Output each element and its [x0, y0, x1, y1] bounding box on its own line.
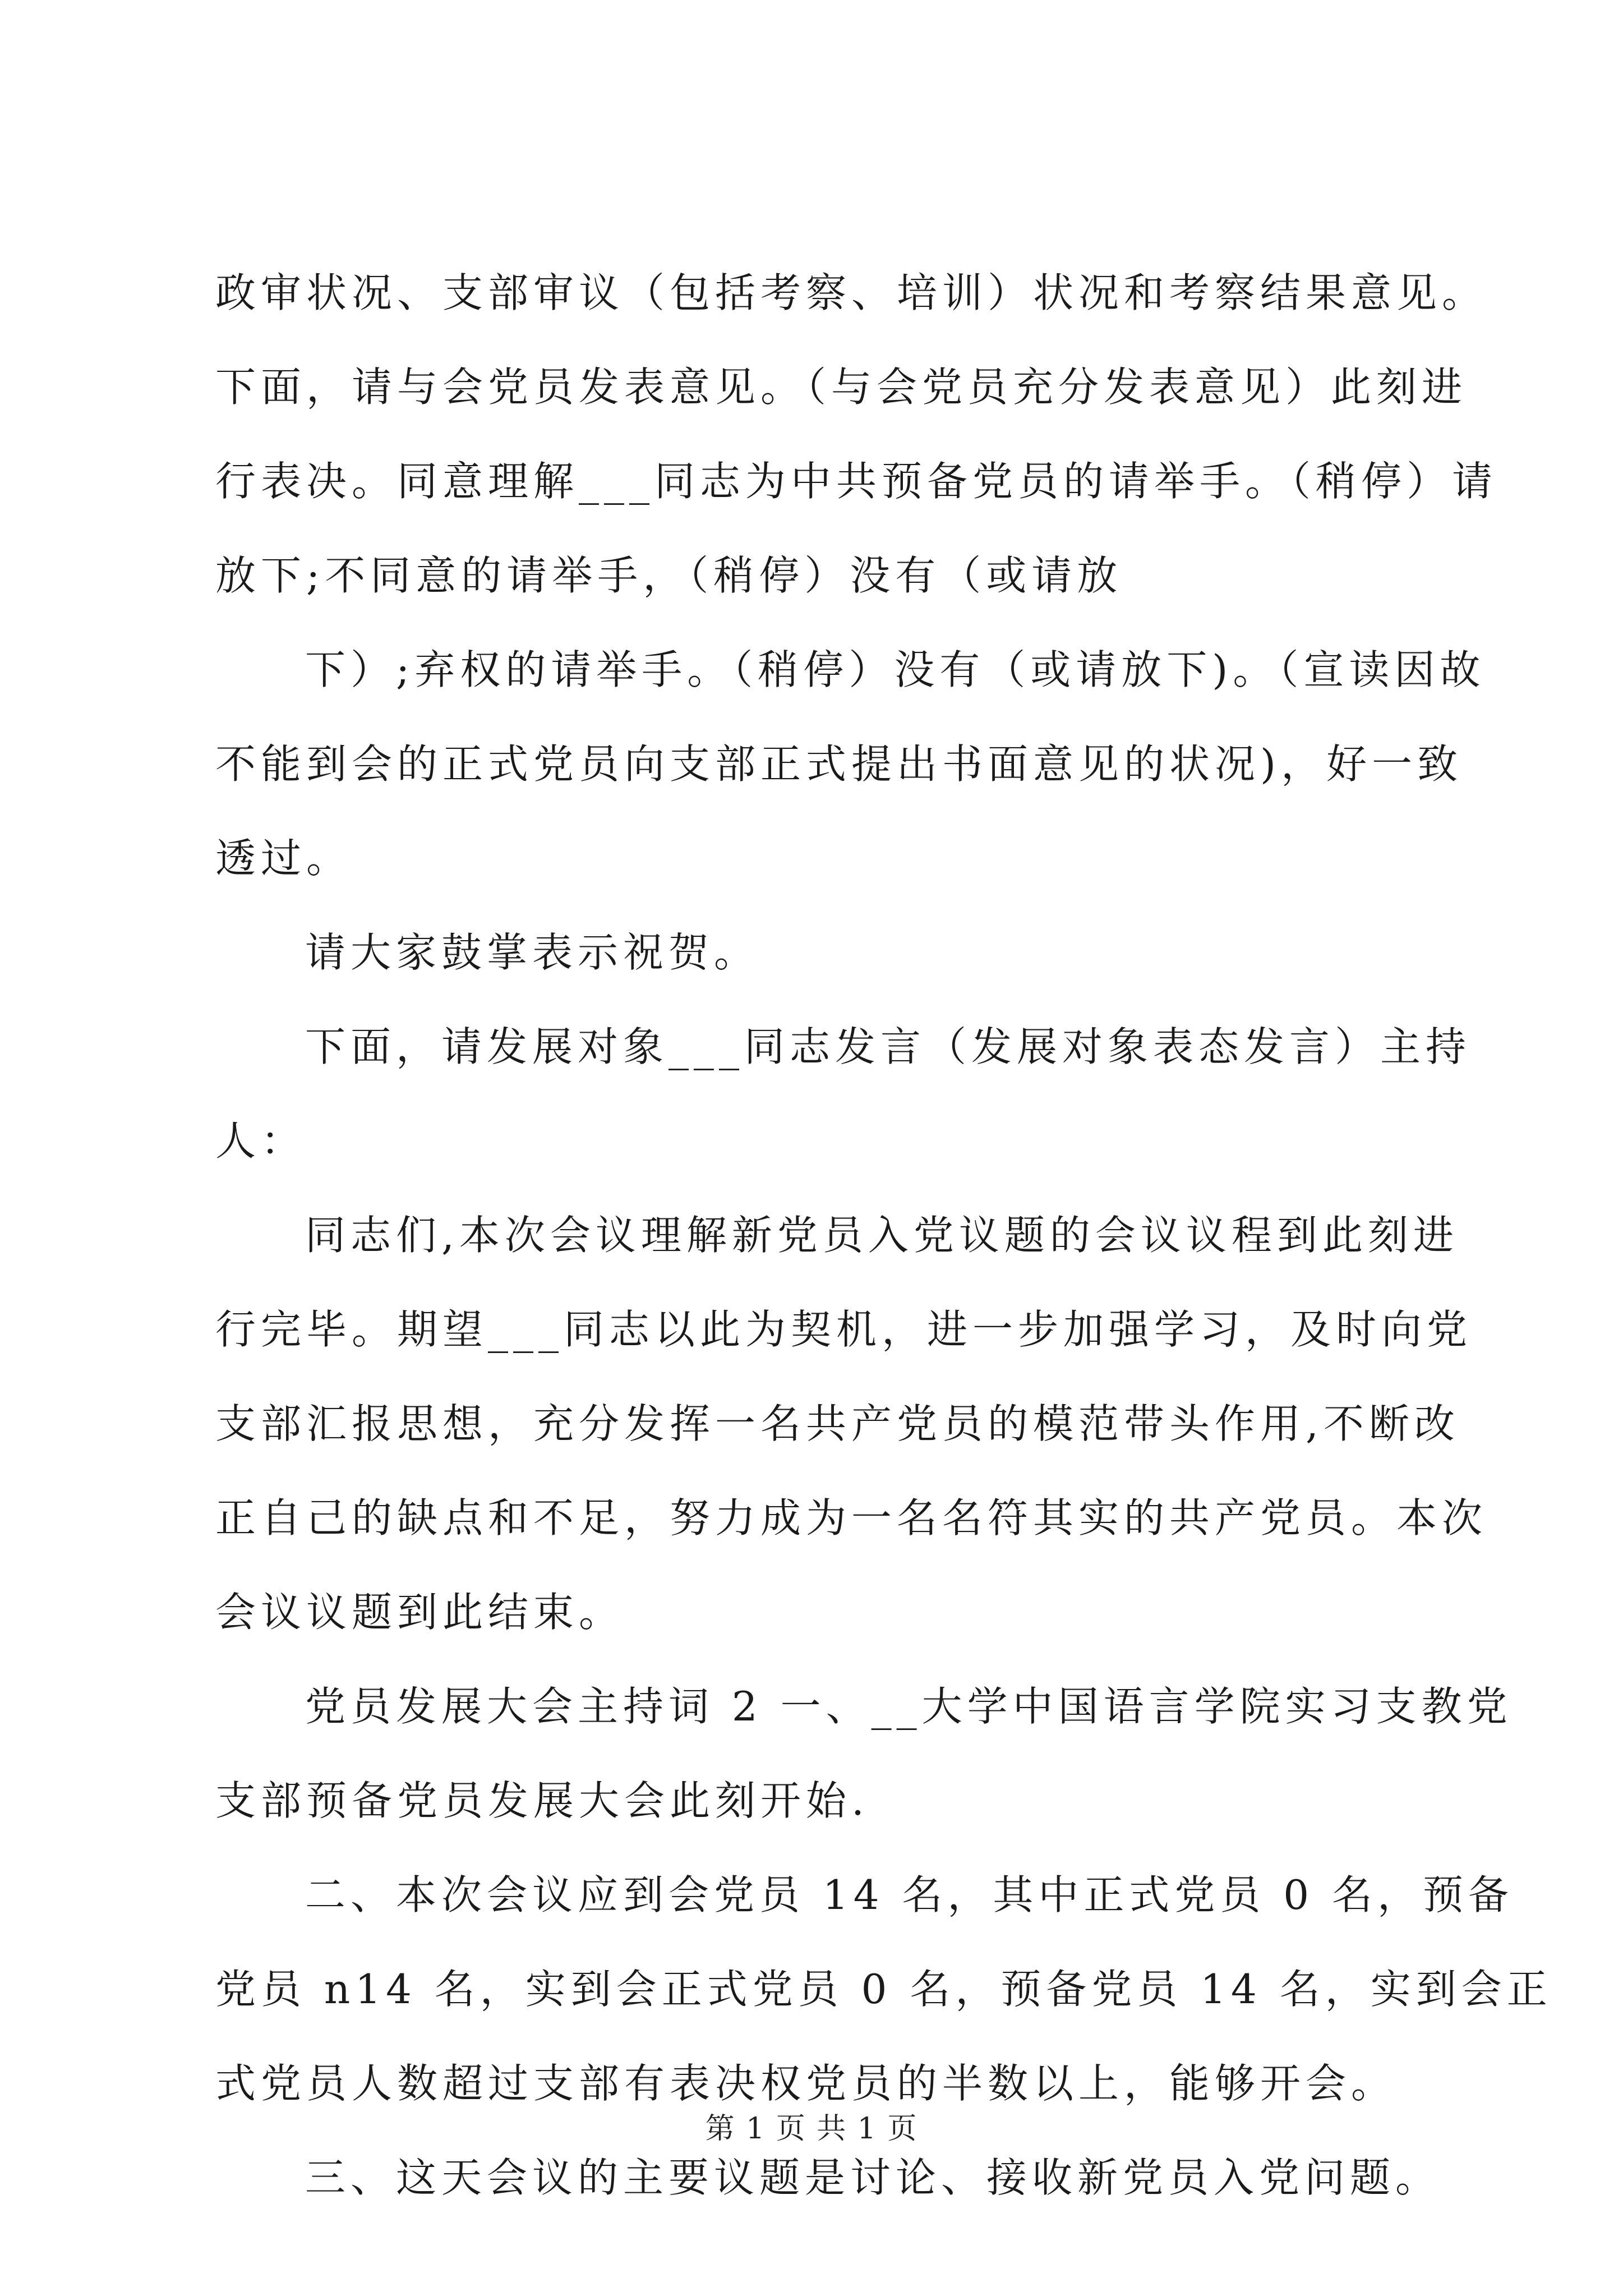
- text-line: 行完毕。期望___同志以此为契机，进一步加强学习，及时向党: [215, 1306, 1473, 1353]
- text-line: 二、本次会议应到会党员 14 名，其中正式党员 0 名，预备: [305, 1871, 1514, 1918]
- text-line: 透过。: [215, 835, 352, 882]
- text-line: 政审状况、支部审议（包括考察、培训）状况和考察结果意见。: [215, 269, 1488, 316]
- text-line: 会议议题到此结束。: [215, 1589, 625, 1636]
- text-line: 不能到会的正式党员向支部正式提出书面意见的状况)，好一致: [215, 740, 1463, 788]
- text-line: 党员 n14 名，实到会正式党员 0 名，预备党员 14 名，实到会正: [215, 1966, 1552, 2013]
- text-line: 党员发展大会主持词 2 一、__大学中国语言学院实习支教党: [305, 1683, 1513, 1730]
- text-line: 下面，请发展对象___同志发言（发展对象表态发言）主持: [305, 1023, 1472, 1070]
- text-line: 式党员人数超过支部有表决权党员的半数以上，能够开会。: [215, 2060, 1397, 2107]
- text-line: 支部预备党员发展大会此刻开始.: [215, 1777, 869, 1824]
- document-body: [215, 246, 1552, 2225]
- text-line: 同志们,本次会议理解新党员入党议题的会议议程到此刻进: [305, 1212, 1459, 1259]
- text-line: 三、这天会议的主要议题是讨论、接收新党员入党问题。: [305, 2154, 1441, 2201]
- text-line: 放下;不同意的请举手，（稍停）没有（或请放: [215, 552, 1123, 599]
- page-footer: 第 1 页 共 1 页: [705, 2112, 918, 2146]
- text-line: 正自己的缺点和不足，努力成为一名名符其实的共产党员。本次: [215, 1494, 1488, 1542]
- text-line: 下）;弃权的请举手。（稍停）没有（或请放下)。（宣读因故: [305, 646, 1486, 693]
- text-line: 人：: [215, 1117, 307, 1165]
- text-line: 支部汇报思想，充分发挥一名共产党员的模范带头作用,不断改: [215, 1400, 1460, 1447]
- text-line: 下面，请与会党员发表意见。（与会党员充分发表意见）此刻进: [215, 364, 1468, 411]
- text-line: 行表决。同意理解___同志为中共预备党员的请举手。（稍停）请: [215, 458, 1498, 505]
- text-line: 请大家鼓掌表示祝贺。: [305, 929, 760, 976]
